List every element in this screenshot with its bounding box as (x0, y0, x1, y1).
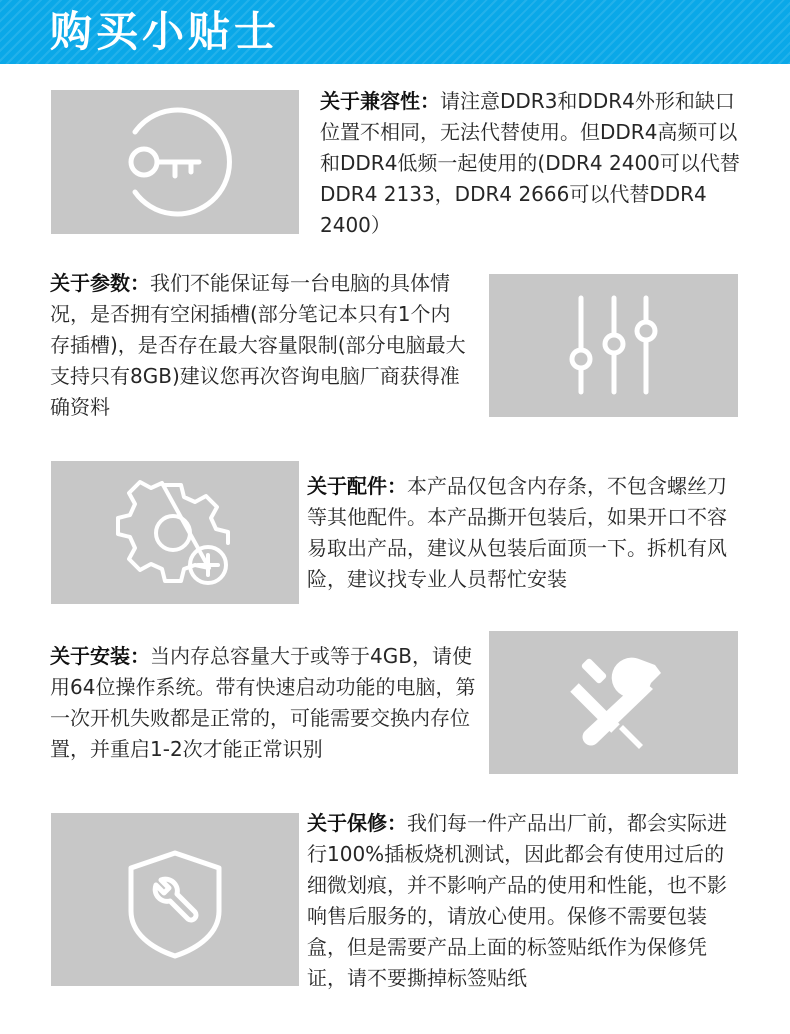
gear-plus-icon (51, 461, 299, 604)
page-title: 购买小贴士 (50, 7, 281, 56)
installation-section (50, 641, 480, 765)
gear-icon-box (51, 461, 299, 604)
compatibility-label: 关于兼容性： (320, 89, 440, 113)
installation-label: 关于安装： (50, 644, 150, 668)
key-icon-box (51, 90, 299, 234)
warranty-label: 关于保修： (307, 811, 407, 835)
warranty-text: 我们每一件产品出厂前，都会实际进行100%插板烧机测试，因此都会有使用过后的细微划痕，并不影响产品的使用和性能，也不影响售后服务的，请放心使用。保修不需要包装盒，但是需要产品上面的标签贴纸作为保修凭证，请不要撕掉标签贴纸 (307, 811, 727, 990)
warranty-section (307, 808, 732, 994)
accessories-text: 本产品仅包含内存条，不包含螺丝刀等其他配件。本产品撕开包装后，如果开口不容易取出产品，建议从包装后面顶一下。拆机有风险，建议找专业人员帮忙安装 (307, 474, 727, 591)
shield-icon-box (51, 813, 299, 986)
accessories-section (307, 471, 732, 595)
key-icon (51, 90, 299, 234)
parameters-section (50, 268, 470, 423)
tools-icon-box (489, 631, 738, 774)
sliders-icon (489, 274, 738, 417)
installation-text: 当内存总容量大于或等于4GB，请使用64位操作系统。带有快速启动功能的电脑，第一次开机失败都是正常的，可能需要交换内存位置，并重启1-2次才能正常识别 (50, 644, 476, 761)
compatibility-section (320, 86, 750, 241)
shield-wrench-icon (51, 813, 299, 986)
tools-icon (489, 631, 738, 774)
compatibility-text: 请注意DDR3和DDR4外形和缺口位置不相同，无法代替使用。但DDR4高频可以和DDR4低频一起使用的(DDR4 2400可以代替DDR4 2133，DDR4 2666可以代替DDR4 2400） (320, 89, 740, 237)
sliders-icon-box (489, 274, 738, 417)
parameters-label: 关于参数： (50, 271, 150, 295)
parameters-text: 我们不能保证每一台电脑的具体情况，是否拥有空闲插槽(部分笔记本只有1个内存插槽)，是否存在最大容量限制(部分电脑最大支持只有8GB)建议您再次咨询电脑厂商获得准确资料 (50, 271, 466, 419)
header-banner (0, 0, 790, 64)
accessories-label: 关于配件： (307, 474, 407, 498)
